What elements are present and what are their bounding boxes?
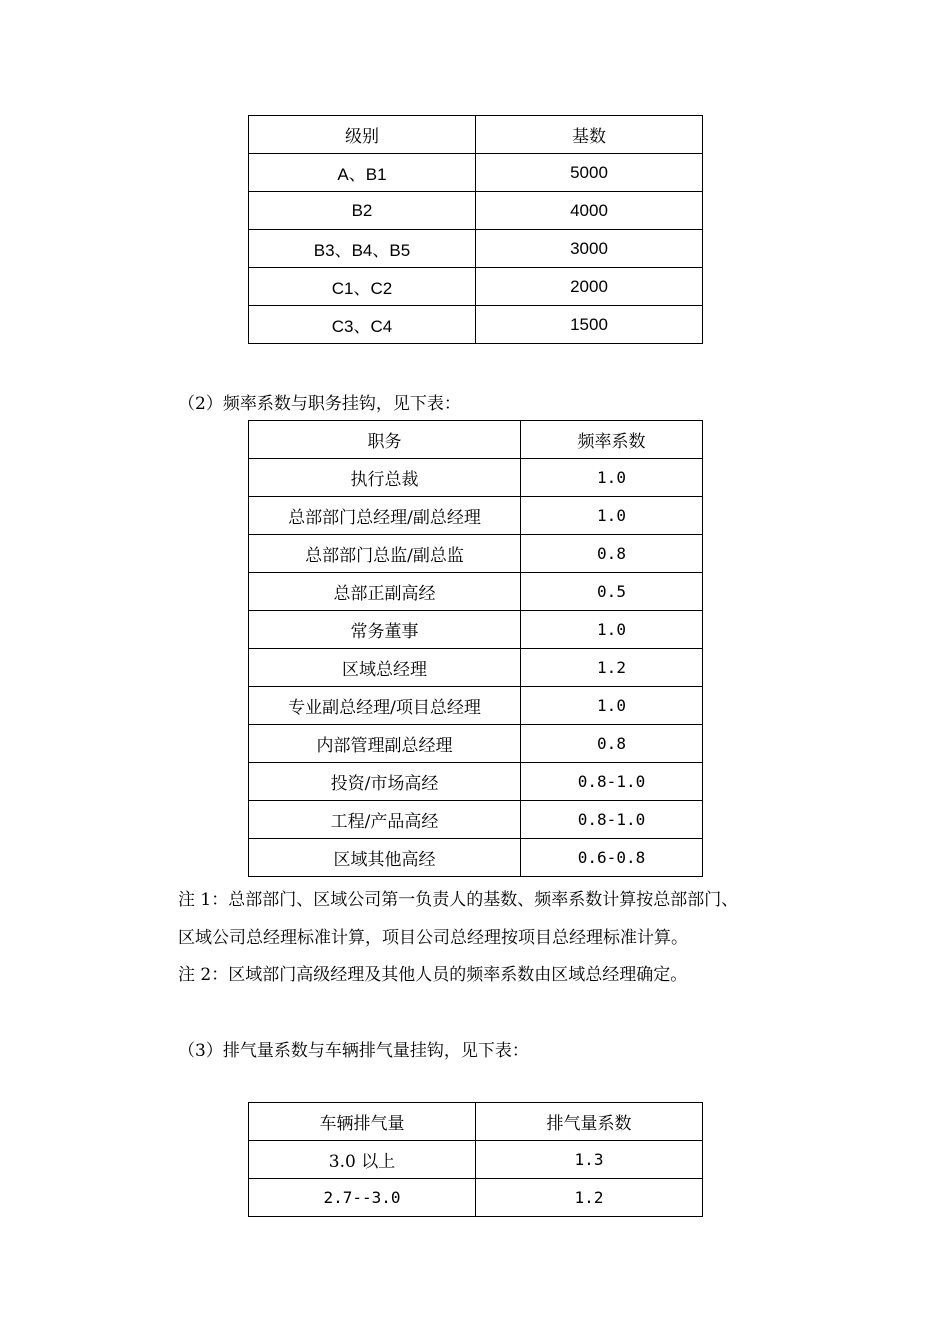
- header-position: 职务: [249, 421, 521, 459]
- table-row: [249, 763, 703, 801]
- cell-level: B3、B4、B5: [249, 230, 476, 268]
- cell-position: 常务董事: [249, 611, 521, 649]
- table-header-row: [249, 116, 703, 154]
- base-amount-table: [248, 115, 703, 344]
- table-row: [249, 687, 703, 725]
- header-displacement-coefficient: 排气量系数: [476, 1103, 703, 1141]
- section2-heading: （2）频率系数与职务挂钩，见下表：: [178, 394, 461, 414]
- table-row: [249, 839, 703, 877]
- cell-level: C1、C2: [249, 268, 476, 306]
- note1-line1: 注 1：总部部门、区域公司第一负责人的基数、频率系数计算按总部部门、: [178, 890, 739, 910]
- table-row: [249, 230, 703, 268]
- header-level: 级别: [249, 116, 476, 154]
- cell-frequency: 1.0: [521, 459, 703, 497]
- cell-displacement: 2.7--3.0: [249, 1179, 476, 1217]
- table-row: [249, 1141, 703, 1179]
- table-row: [249, 1179, 703, 1217]
- cell-frequency: 1.0: [521, 611, 703, 649]
- cell-position: 投资/市场高经: [249, 763, 521, 801]
- frequency-coefficient-table: [248, 420, 703, 877]
- section3-heading: （3）排气量系数与车辆排气量挂钩，见下表：: [178, 1041, 529, 1061]
- cell-frequency: 1.0: [521, 497, 703, 535]
- cell-frequency: 1.0: [521, 687, 703, 725]
- cell-position: 总部部门总经理/副总经理: [249, 497, 521, 535]
- table-row: [249, 649, 703, 687]
- table-row: [249, 154, 703, 192]
- cell-level: B2: [249, 192, 476, 230]
- note1-line2: 区域公司总经理标准计算，项目公司总经理按项目总经理标准计算。: [178, 928, 688, 948]
- table-row: [249, 459, 703, 497]
- table-row: [249, 497, 703, 535]
- table-row: [249, 725, 703, 763]
- cell-base: 1500: [476, 306, 703, 344]
- cell-frequency: 0.6-0.8: [521, 839, 703, 877]
- table-header-row: [249, 1103, 703, 1141]
- displacement-coefficient-table: [248, 1102, 703, 1217]
- cell-position: 内部管理副总经理: [249, 725, 521, 763]
- cell-displacement-coefficient: 1.3: [476, 1141, 703, 1179]
- header-displacement: 车辆排气量: [249, 1103, 476, 1141]
- cell-displacement-coefficient: 1.2: [476, 1179, 703, 1217]
- cell-base: 3000: [476, 230, 703, 268]
- cell-position: 总部正副高经: [249, 573, 521, 611]
- cell-position: 专业副总经理/项目总经理: [249, 687, 521, 725]
- table-row: [249, 535, 703, 573]
- table-row: [249, 611, 703, 649]
- cell-level: A、B1: [249, 154, 476, 192]
- table-header-row: [249, 421, 703, 459]
- header-frequency: 频率系数: [521, 421, 703, 459]
- cell-position: 区域其他高经: [249, 839, 521, 877]
- cell-position: 区域总经理: [249, 649, 521, 687]
- cell-frequency: 0.5: [521, 573, 703, 611]
- cell-level: C3、C4: [249, 306, 476, 344]
- cell-position: 执行总裁: [249, 459, 521, 497]
- cell-frequency: 0.8: [521, 535, 703, 573]
- table-row: [249, 306, 703, 344]
- cell-position: 工程/产品高经: [249, 801, 521, 839]
- cell-frequency: 0.8-1.0: [521, 801, 703, 839]
- cell-frequency: 0.8: [521, 725, 703, 763]
- cell-frequency: 1.2: [521, 649, 703, 687]
- table-row: [249, 268, 703, 306]
- note2: 注 2：区域部门高级经理及其他人员的频率系数由区域总经理确定。: [178, 965, 688, 985]
- table-row: [249, 573, 703, 611]
- table-row: [249, 801, 703, 839]
- cell-base: 2000: [476, 268, 703, 306]
- cell-base: 5000: [476, 154, 703, 192]
- cell-position: 总部部门总监/副总监: [249, 535, 521, 573]
- header-base: 基数: [476, 116, 703, 154]
- cell-base: 4000: [476, 192, 703, 230]
- cell-displacement: 3.0 以上: [249, 1141, 476, 1179]
- table-row: [249, 192, 703, 230]
- cell-frequency: 0.8-1.0: [521, 763, 703, 801]
